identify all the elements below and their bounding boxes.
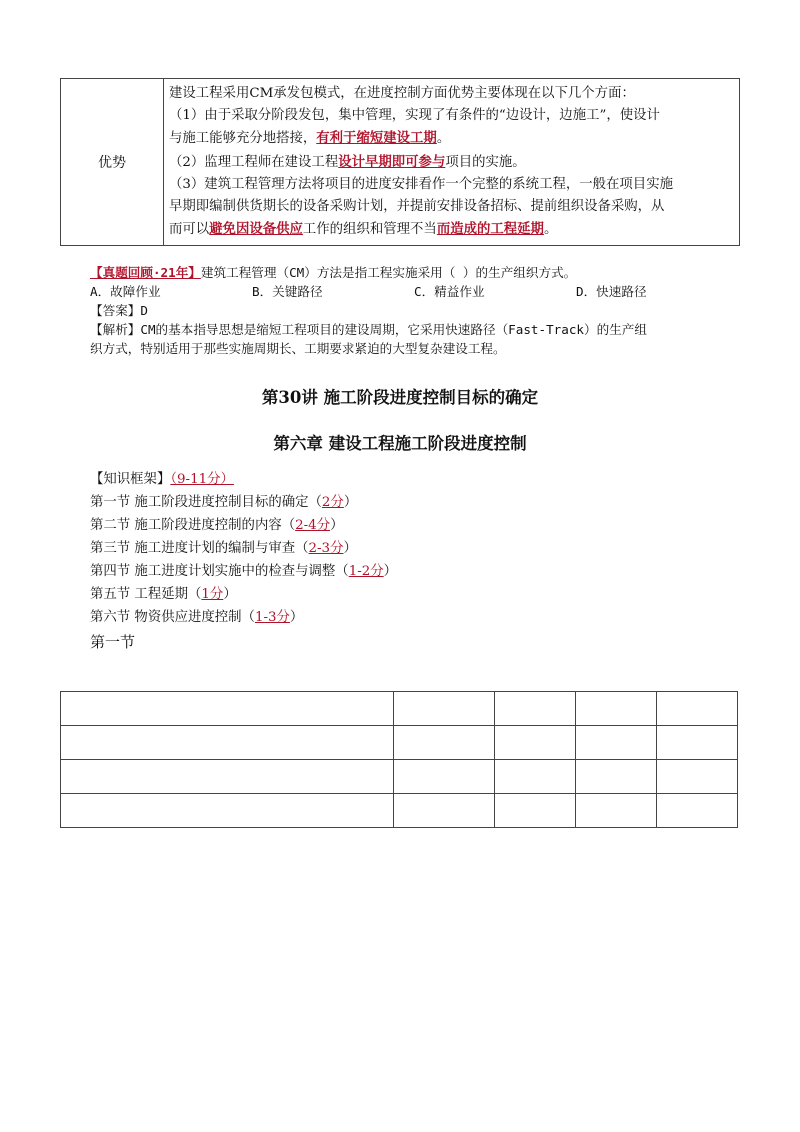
framework-score: （9-11分） xyxy=(170,472,234,487)
answer: 【答案】D xyxy=(90,303,148,318)
table-cell xyxy=(576,794,657,828)
advantage-point-1b: 与施工能够充分地搭接，有利于缩短建设工期。 xyxy=(169,130,451,147)
knowledge-framework xyxy=(90,468,397,629)
table-cell xyxy=(495,760,576,794)
advantage-point-3c: 而可以避免因设备供应工作的组织和管理不当而造成的工程延期。 xyxy=(169,221,558,238)
toc-score: 2分 xyxy=(321,495,344,510)
toc-score: 1-2分 xyxy=(348,564,384,579)
table-cell xyxy=(394,692,495,726)
highlight-avoid-supply: 避免因设备供应 xyxy=(209,221,303,238)
table-cell xyxy=(495,692,576,726)
option-b: B．关键路径 xyxy=(252,284,323,299)
highlight-shorten-period: 有利于缩短建设工期 xyxy=(316,130,437,147)
option-a: A．故障作业 xyxy=(90,284,161,299)
toc-score: 1分 xyxy=(201,587,224,602)
advantage-point-1a: （1）由于采取分阶段发包，集中管理，实现了有条件的“边设计，边施工”，使设计 xyxy=(169,108,660,124)
toc-item: 第四节 施工进度计划实施中的检查与调整（1-2分） xyxy=(90,564,398,579)
exam-question xyxy=(90,263,750,358)
table-row xyxy=(61,794,738,828)
option-d: D．快速路径 xyxy=(576,284,647,299)
table-cell xyxy=(61,692,394,726)
table-cell xyxy=(394,726,495,760)
advantage-label: 优势 xyxy=(61,79,164,245)
advantage-point-3b: 早期即编制供货期长的设备采购计划，并提前安排设备招标、提前组织设备采购，从 xyxy=(169,199,665,215)
toc-item: 第三节 施工进度计划的编制与审查（2-3分） xyxy=(90,541,357,556)
question-stem-line xyxy=(90,263,750,282)
advantage-intro: 建设工程采用CM承发包模式，在进度控制方面优势主要体现在以下几个方面： xyxy=(169,86,635,101)
advantage-table xyxy=(60,78,740,246)
table-row xyxy=(61,760,738,794)
highlight-delay: 而造成的工程延期 xyxy=(436,221,544,238)
table-cell xyxy=(495,794,576,828)
advantage-point-3a: （3）建筑工程管理方法将项目的进度安排看作一个完整的系统工程，一般在项目实施 xyxy=(169,176,673,192)
table-cell xyxy=(657,760,738,794)
toc-item: 第六节 物资供应进度控制（1-3分） xyxy=(90,610,304,625)
analysis-line-2: 织方式，特别适用于那些实施周期长、工期要求紧迫的大型复杂建设工程。 xyxy=(90,341,506,356)
toc-item: 第二节 施工阶段进度控制的内容（2-4分） xyxy=(90,518,344,533)
toc-item: 第一节 施工阶段进度控制目标的确定（2分） xyxy=(90,495,358,510)
highlight-early-design: 设计早期即可参与 xyxy=(338,153,446,170)
chapter-title: 第六章 建设工程施工阶段进度控制 xyxy=(273,434,527,453)
question-tag: 【真题回顾·21年】 xyxy=(90,265,201,280)
table-cell xyxy=(576,760,657,794)
section-heading: 第一节 xyxy=(90,633,136,651)
question-stem: 建筑工程管理（CM）方法是指工程实施采用（ ）的生产组织方式。 xyxy=(200,265,577,280)
table-cell xyxy=(61,794,394,828)
toc-score: 1-3分 xyxy=(254,610,290,625)
analysis-line-1: 【解析】CM的基本指导思想是缩短工程项目的建设周期，它采用快速路径（Fast-Track）的生产组 xyxy=(90,322,647,337)
advantage-content xyxy=(164,79,739,245)
table-cell xyxy=(394,794,495,828)
toc-score: 2-4分 xyxy=(295,518,331,533)
option-c: C．精益作业 xyxy=(414,284,485,299)
table-cell xyxy=(576,726,657,760)
table-cell xyxy=(657,692,738,726)
table-cell xyxy=(61,726,394,760)
empty-table xyxy=(60,691,738,828)
advantage-point-2: （2）监理工程师在建设工程设计早期即可参与项目的实施。 xyxy=(169,153,526,170)
toc-item: 第五节 工程延期（1分） xyxy=(90,587,237,602)
lecture-title: 第30讲 施工阶段进度控制目标的确定 xyxy=(261,388,539,407)
toc-score: 2-3分 xyxy=(308,541,344,556)
question-options xyxy=(90,282,750,301)
table-cell xyxy=(657,794,738,828)
table-cell xyxy=(394,760,495,794)
table-row xyxy=(61,726,738,760)
table-cell xyxy=(61,760,394,794)
table-cell xyxy=(576,692,657,726)
table-cell xyxy=(657,726,738,760)
table-row xyxy=(61,692,738,726)
framework-header: 【知识框架】（9-11分） xyxy=(90,472,234,487)
table-cell xyxy=(495,726,576,760)
